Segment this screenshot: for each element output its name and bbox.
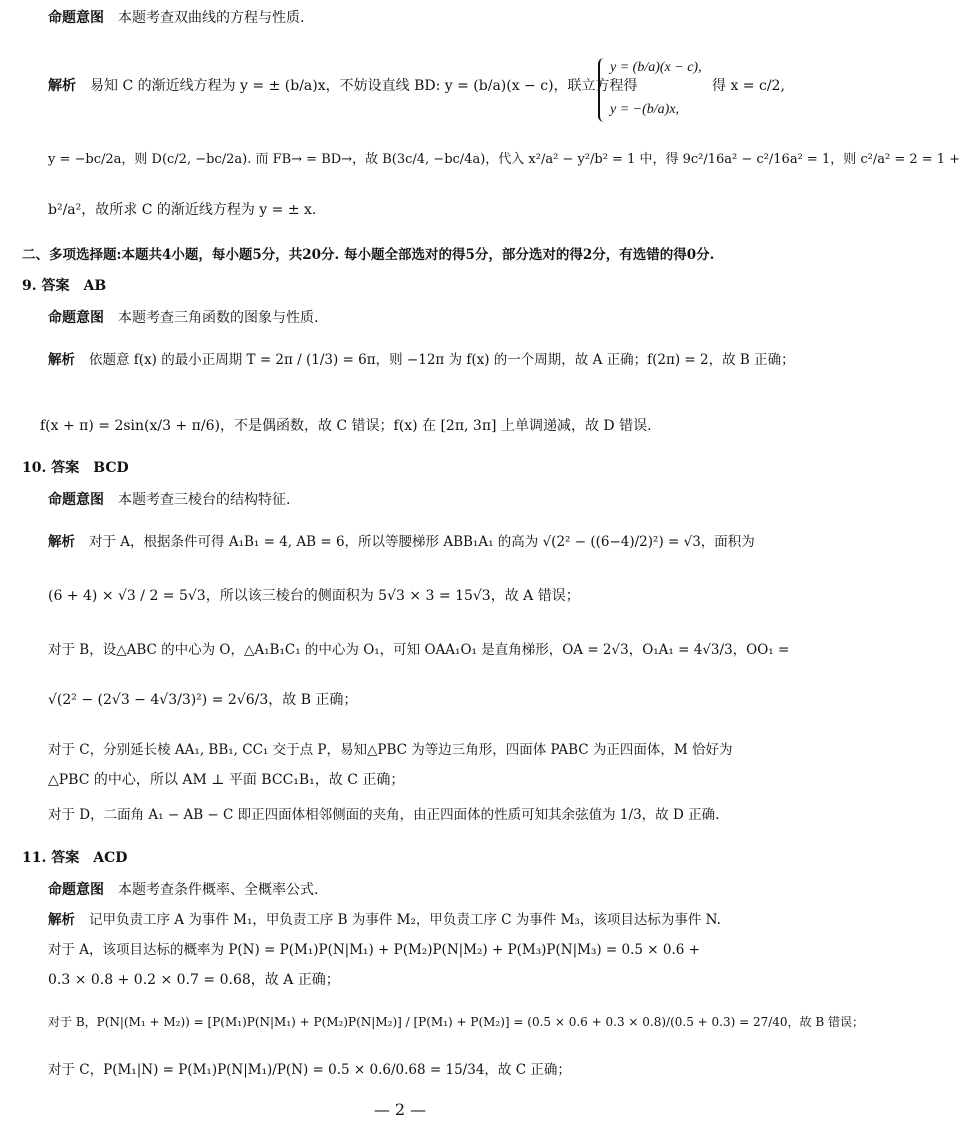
q9-analysis-text1: 依题意 f(x) 的最小正周期 T = 2π / (1/3) = 6π，则 −12π 为 f(x) 的一个周期，故 A 正确；f(2π) = 2，故 B 正确； bbox=[89, 352, 795, 368]
q11-intent bbox=[48, 880, 318, 900]
q11-analysis-line4: 对于 B，P(N|(M₁ + M₂)) = [P(M₁)P(N|M₁) + P(M₂)P(N|M₂)] / [P(M₁) + P(M₂)] = (0.5 × 0.6 + 0.3 × 0.8)/(0.5 + 0.3) = 27/40，故 B 错误； bbox=[48, 1015, 865, 1029]
q11-analysis-line3: 0.3 × 0.8 + 0.2 × 0.7 = 0.68，故 A 正确； bbox=[48, 972, 340, 988]
q8-intent bbox=[48, 8, 304, 28]
q11-analysis-text1: 记甲负责工序 A 为事件 M₁，甲负责工序 B 为事件 M₂，甲负责工序 C 为事件 M₃，该项目达标为事件 N. bbox=[89, 912, 721, 928]
q8-intent-text: 本题考查双曲线的方程与性质. bbox=[118, 10, 305, 26]
q10-analysis-line2: (6 + 4) × √3 / 2 = 5√3，所以该三棱台的侧面积为 5√3 × 3 = 15√3，故 A 错误； bbox=[48, 588, 580, 604]
q10-analysis-line5: 对于 C，分别延长棱 AA₁, BB₁, CC₁ 交于点 P，易知△PBC 为等边三角形，四面体 PABC 为正四面体，M 恰好为 bbox=[48, 742, 733, 758]
q10-analysis-line6: △PBC 的中心，所以 AM ⊥ 平面 BCC₁B₁，故 C 正确； bbox=[48, 772, 405, 788]
q9-analysis-line2: f(x + π) = 2sin(x/3 + π/6)，不是偶函数，故 C 错误；f(x) 在 [2π, 3π] 上单调递减，故 D 错误. bbox=[40, 418, 652, 434]
q11-analysis-line1 bbox=[48, 910, 721, 930]
q8-system-eq2: y = −(b/a)x, bbox=[610, 102, 680, 117]
q8-system-result: 得 x = c/2, bbox=[712, 78, 785, 94]
analysis-label: 解析 bbox=[48, 352, 75, 368]
equation-system-brace bbox=[598, 58, 608, 122]
q11-analysis-line2: 对于 A，该项目达标的概率为 P(N) = P(M₁)P(N|M₁) + P(M₂)P(N|M₂) + P(M₃)P(N|M₃) = 0.5 × 0.6 + bbox=[48, 942, 700, 958]
q11-analysis-line5: 对于 C，P(M₁|N) = P(M₁)P(N|M₁)/P(N) = 0.5 × 0.6/0.68 = 15/34，故 C 正确； bbox=[48, 1062, 571, 1078]
page-number: — 2 — bbox=[373, 1100, 427, 1119]
section-2-heading: 二、多项选择题:本题共4小题，每小题5分，共20分. 每小题全部选对的得5分，部分选对的得2分，有选错的得0分. bbox=[22, 247, 715, 263]
intent-label: 命题意图 bbox=[48, 492, 104, 508]
q10-analysis-line1 bbox=[48, 532, 755, 552]
q10-analysis-text1: 对于 A，根据条件可得 A₁B₁ = 4, AB = 6，所以等腰梯形 ABB₁A₁ 的高为 √(2² − ((6−4)/2)²) = √3，面积为 bbox=[89, 534, 755, 550]
analysis-label: 解析 bbox=[48, 534, 75, 550]
intent-label: 命题意图 bbox=[48, 310, 104, 326]
q10-intent bbox=[48, 490, 290, 510]
q9-analysis-line1 bbox=[48, 350, 795, 370]
q10-answer: 10. 答案 BCD bbox=[22, 460, 129, 476]
q11-intent-text: 本题考查条件概率、全概率公式. bbox=[118, 882, 319, 898]
q9-intent bbox=[48, 308, 318, 328]
q8-analysis-line3: b²/a²，故所求 C 的渐近线方程为 y = ± x. bbox=[48, 202, 317, 218]
q8-analysis-line1 bbox=[48, 76, 638, 96]
q9-intent-text: 本题考查三角函数的图象与性质. bbox=[118, 310, 319, 326]
q8-system-eq1: y = (b/a)(x − c), bbox=[610, 60, 702, 75]
intent-label: 命题意图 bbox=[48, 882, 104, 898]
q11-answer: 11. 答案 ACD bbox=[22, 850, 128, 866]
q10-intent-text: 本题考查三棱台的结构特征. bbox=[118, 492, 291, 508]
q9-answer: 9. 答案 AB bbox=[22, 278, 107, 294]
analysis-label: 解析 bbox=[48, 78, 76, 94]
q10-analysis-line4: √(2² − (2√3 − 4√3/3)²) = 2√6/3，故 B 正确； bbox=[48, 692, 358, 708]
analysis-label: 解析 bbox=[48, 912, 75, 928]
q10-analysis-line7: 对于 D，二面角 A₁ − AB − C 即正四面体相邻侧面的夹角，由正四面体的性质可知其余弦值为 1/3，故 D 正确. bbox=[48, 807, 720, 823]
intent-label: 命题意图 bbox=[48, 10, 104, 26]
q10-analysis-line3: 对于 B，设△ABC 的中心为 O，△A₁B₁C₁ 的中心为 O₁，可知 OAA₁O₁ 是直角梯形，OA = 2√3，O₁A₁ = 4√3/3，OO₁ = bbox=[48, 642, 790, 658]
q8-analysis-line2: y = −bc/2a，则 D(c/2, −bc/2a). 而 FB→ = BD→，故 B(3c/4, −bc/4a)，代入 x²/a² − y²/b² = 1 中，得 9c²/16a² − c²/16a² = 1，则 c²/a² = 2 = 1 + bbox=[48, 152, 960, 167]
q8-analysis-text1: 易知 C 的渐近线方程为 y = ± (b/a)x，不妨设直线 BD: y = (b/a)(x − c)，联立方程得 bbox=[90, 78, 638, 94]
